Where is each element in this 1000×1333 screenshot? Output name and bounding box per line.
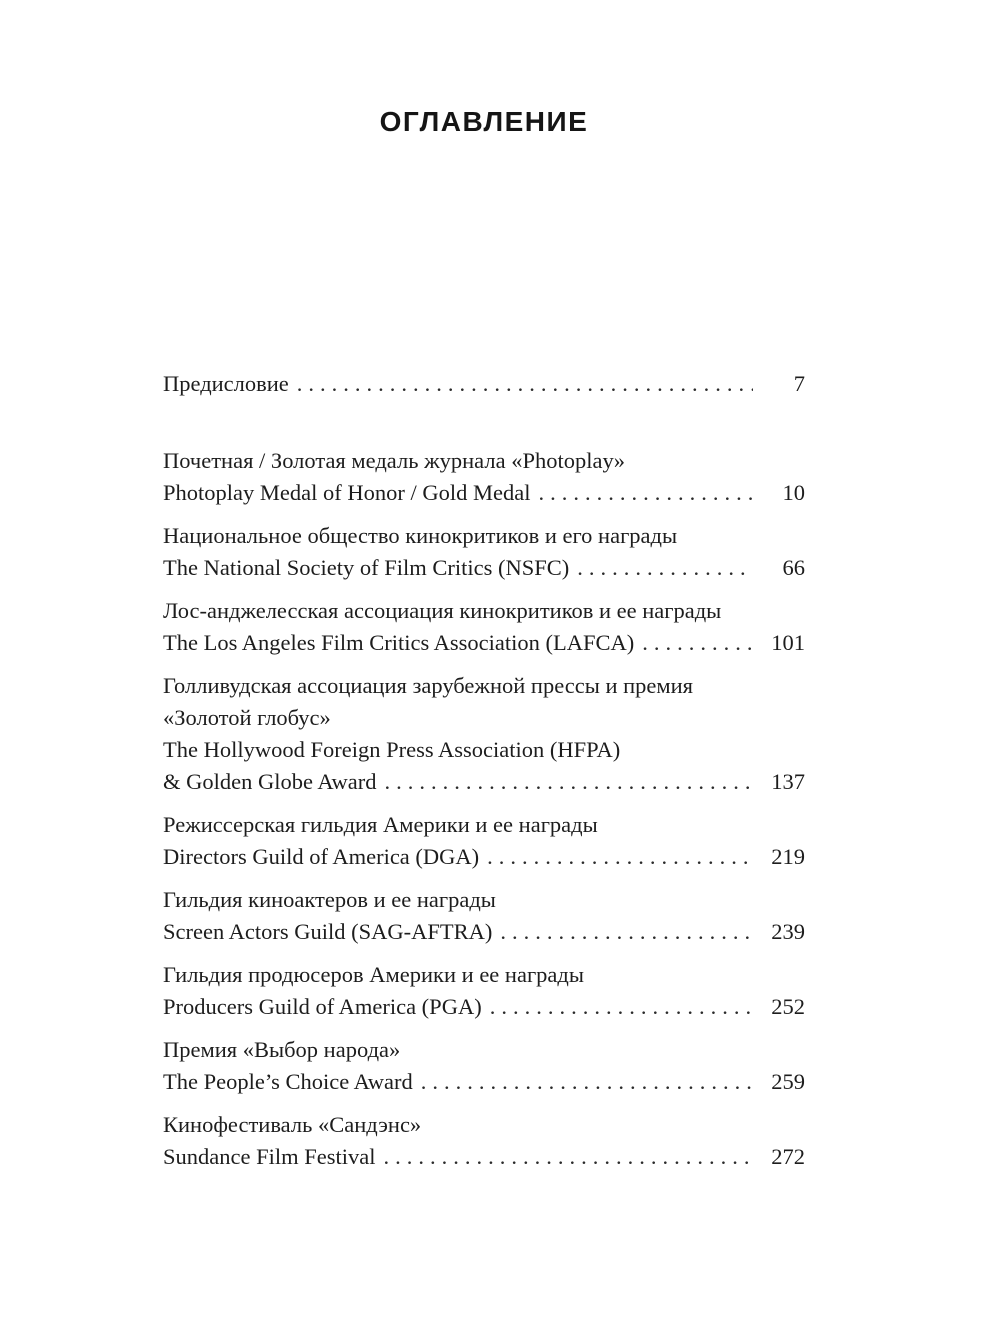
dot-leader	[538, 477, 753, 509]
entry-text: Лос-анджелесская ассоциация кинокритиков и ее награды	[163, 598, 722, 623]
page-number: 101	[771, 630, 805, 655]
toc-entry	[163, 809, 805, 873]
page-number: 272	[771, 1144, 805, 1169]
dot-leader	[297, 368, 753, 400]
entry-text: Режиссерская гильдия Америки и ее награды	[163, 812, 598, 837]
toc-entry-line	[163, 595, 805, 627]
toc-entry-leader-line	[163, 766, 805, 798]
entry-text: The People’s Choice Award	[163, 1069, 413, 1094]
toc-entry-leader-line	[163, 552, 805, 584]
toc-entry	[163, 884, 805, 948]
dot-leader	[385, 766, 753, 798]
toc-entry	[163, 1034, 805, 1098]
toc-entry-line	[163, 734, 805, 766]
toc-entry-leader-line	[163, 1141, 805, 1173]
toc-entry-leader-line	[163, 627, 805, 659]
toc-entry	[163, 670, 805, 798]
entry-text: Предисловие	[163, 371, 289, 396]
toc-entry-line	[163, 670, 805, 702]
dot-leader	[421, 1066, 753, 1098]
toc-entry	[163, 595, 805, 659]
dot-leader	[487, 841, 753, 873]
dot-leader	[490, 991, 753, 1023]
page-number: 259	[771, 1069, 805, 1094]
page-number: 137	[771, 769, 805, 794]
entry-text: Гильдия продюсеров Америки и ее награды	[163, 962, 584, 987]
entry-text: & Golden Globe Award	[163, 769, 377, 794]
entry-text: Национальное общество кинокритиков и его награды	[163, 523, 678, 548]
toc-entry-leader-line	[163, 841, 805, 873]
toc-entry-line	[163, 445, 805, 477]
toc-entry-leader-line	[163, 916, 805, 948]
toc-entry	[163, 1109, 805, 1173]
toc-entry-line	[163, 1034, 805, 1066]
toc-entry	[163, 959, 805, 1023]
entry-text: The Los Angeles Film Critics Association (LAFCA)	[163, 630, 635, 655]
page-number: 7	[793, 371, 805, 396]
dot-leader	[642, 627, 753, 659]
page-number: 239	[771, 919, 805, 944]
page-number: 66	[782, 555, 805, 580]
toc-entry-leader-line	[163, 368, 805, 400]
dot-leader	[500, 916, 753, 948]
page-number: 10	[782, 480, 805, 505]
entry-text: Голливудская ассоциация зарубежной прессы и премия	[163, 673, 694, 698]
entry-text: Кинофестиваль «Сандэнс»	[163, 1112, 422, 1137]
entry-text: Photoplay Medal of Honor / Gold Medal	[163, 480, 531, 505]
entry-text: Почетная / Золотая медаль журнала «Photoplay»	[163, 448, 625, 473]
entry-text: Producers Guild of America (PGA)	[163, 994, 482, 1019]
toc-entry-line	[163, 884, 805, 916]
entry-text: Screen Actors Guild (SAG-AFTRA)	[163, 919, 493, 944]
dot-leader	[384, 1141, 754, 1173]
entry-text: The National Society of Film Critics (NSFC)	[163, 555, 570, 580]
toc-entry-leader-line	[163, 991, 805, 1023]
toc-list	[163, 368, 805, 1173]
page-number: 219	[771, 844, 805, 869]
toc-entry-line	[163, 702, 805, 734]
entry-text: Sundance Film Festival	[163, 1144, 376, 1169]
toc-entry	[163, 368, 805, 400]
dot-leader	[577, 552, 753, 584]
entry-text: Гильдия киноактеров и ее награды	[163, 887, 496, 912]
toc-entry-line	[163, 809, 805, 841]
toc-entry	[163, 520, 805, 584]
toc-entry-leader-line	[163, 1066, 805, 1098]
toc-entry-line	[163, 520, 805, 552]
entry-text: Directors Guild of America (DGA)	[163, 844, 480, 869]
page-title: ОГЛАВЛЕНИЕ	[379, 106, 589, 137]
entry-text: The Hollywood Foreign Press Association (HFPA)	[163, 737, 621, 762]
toc-entry-line	[163, 1109, 805, 1141]
toc-entry	[163, 445, 805, 509]
entry-text: «Золотой глобус»	[163, 705, 331, 730]
toc-entry-line	[163, 959, 805, 991]
entry-text: Премия «Выбор народа»	[163, 1037, 401, 1062]
page-number: 252	[771, 994, 805, 1019]
toc-entry-leader-line	[163, 477, 805, 509]
